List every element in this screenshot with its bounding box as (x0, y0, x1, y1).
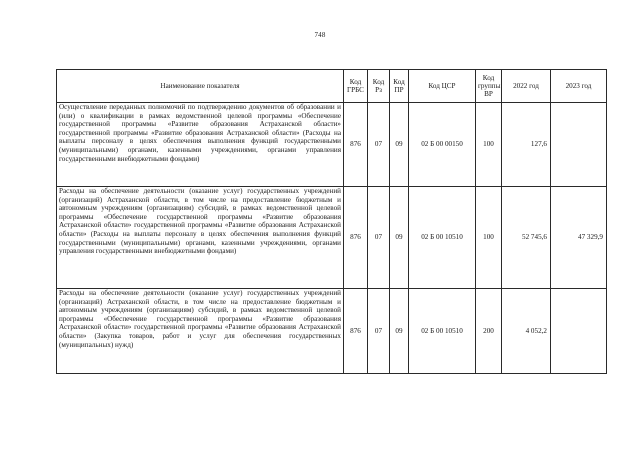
header-csr: Код ЦСР (409, 70, 476, 103)
row-csr: 02 Б 00 10510 (409, 187, 476, 289)
row-pr: 09 (390, 187, 409, 289)
row-amount-2022: 127,6 (502, 103, 551, 187)
row-amount-2023: 47 329,9 (551, 187, 607, 289)
row-name: Осуществление переданных полномочий по подтверждению документов об образовании и (или) о квалификации в рамках ведомственной целевой программы «Обеспечение государственной программы «Развитие образования Астраханской области» государственной программы «Развитие образования Астраханской области» (Расходы на выплаты персоналу в целях обеспечения выполнения функций государственными (муниципальными) органами, казенными учреждениями, органами управления государственными внебюджетными фондами) (59, 103, 341, 163)
row-name: Расходы на обеспечение деятельности (оказание услуг) государственных учреждений (организаций) Астраханской области, в том числе на предоставление бюджетным и автономным учреждениям (организациям) субсидий, в рамках ведомственной целевой программы «Обеспечение государственной программы «Развитие образования Астраханской области» государственной программы «Развитие образования Астраханской области» (Закупка товаров, работ и услуг для обеспечения государственных (муниципальных) нужд) (59, 289, 341, 349)
row-grbs: 876 (344, 187, 368, 289)
row-name: Расходы на обеспечение деятельности (оказание услуг) государственных учреждений (организаций) Астраханской области, в том числе на предоставление бюджетным и автономным учреждениям (организациям) субсидий, в рамках ведомственной целевой программы «Обеспечение государственной программы «Развитие образования Астраханской области» государственной программы «Развитие образования Астраханской области» (Расходы на выплаты персоналу в целях обеспечения выполнения функций государственными (муниципальными) органами, казенными учреждениями, органами управления государственными внебюджетными фондами) (59, 187, 341, 256)
table-header (57, 70, 607, 103)
row-csr: 02 Б 00 00150 (409, 103, 476, 187)
header-rz: Код Рз (368, 70, 390, 103)
budget-table (56, 69, 607, 374)
row-vr: 200 (476, 289, 502, 374)
row-amount-2022: 52 745,6 (502, 187, 551, 289)
row-rz: 07 (368, 289, 390, 374)
table-row (57, 289, 607, 374)
row-amount-2023 (551, 103, 607, 187)
row-csr: 02 Б 00 10510 (409, 289, 476, 374)
row-rz: 07 (368, 187, 390, 289)
row-grbs: 876 (344, 103, 368, 187)
row-amount-2022: 4 052,2 (502, 289, 551, 374)
row-name-cell (57, 103, 344, 187)
table-row (57, 187, 607, 289)
header-grbs: Код ГРБС (344, 70, 368, 103)
header-year-2022: 2022 год (502, 70, 551, 103)
row-vr: 100 (476, 187, 502, 289)
table-body (57, 103, 607, 374)
header-year-2023: 2023 год (551, 70, 607, 103)
row-name-cell (57, 187, 344, 289)
header-pr: Код ПР (390, 70, 409, 103)
row-rz: 07 (368, 103, 390, 187)
row-name-cell (57, 289, 344, 374)
row-pr: 09 (390, 289, 409, 374)
row-pr: 09 (390, 103, 409, 187)
row-amount-2023 (551, 289, 607, 374)
page-number: 748 (314, 31, 326, 39)
row-grbs: 876 (344, 289, 368, 374)
table-row (57, 103, 607, 187)
header-vr: Код группы ВР (476, 70, 502, 103)
header-name: Наименование показателя (57, 70, 344, 103)
row-vr: 100 (476, 103, 502, 187)
